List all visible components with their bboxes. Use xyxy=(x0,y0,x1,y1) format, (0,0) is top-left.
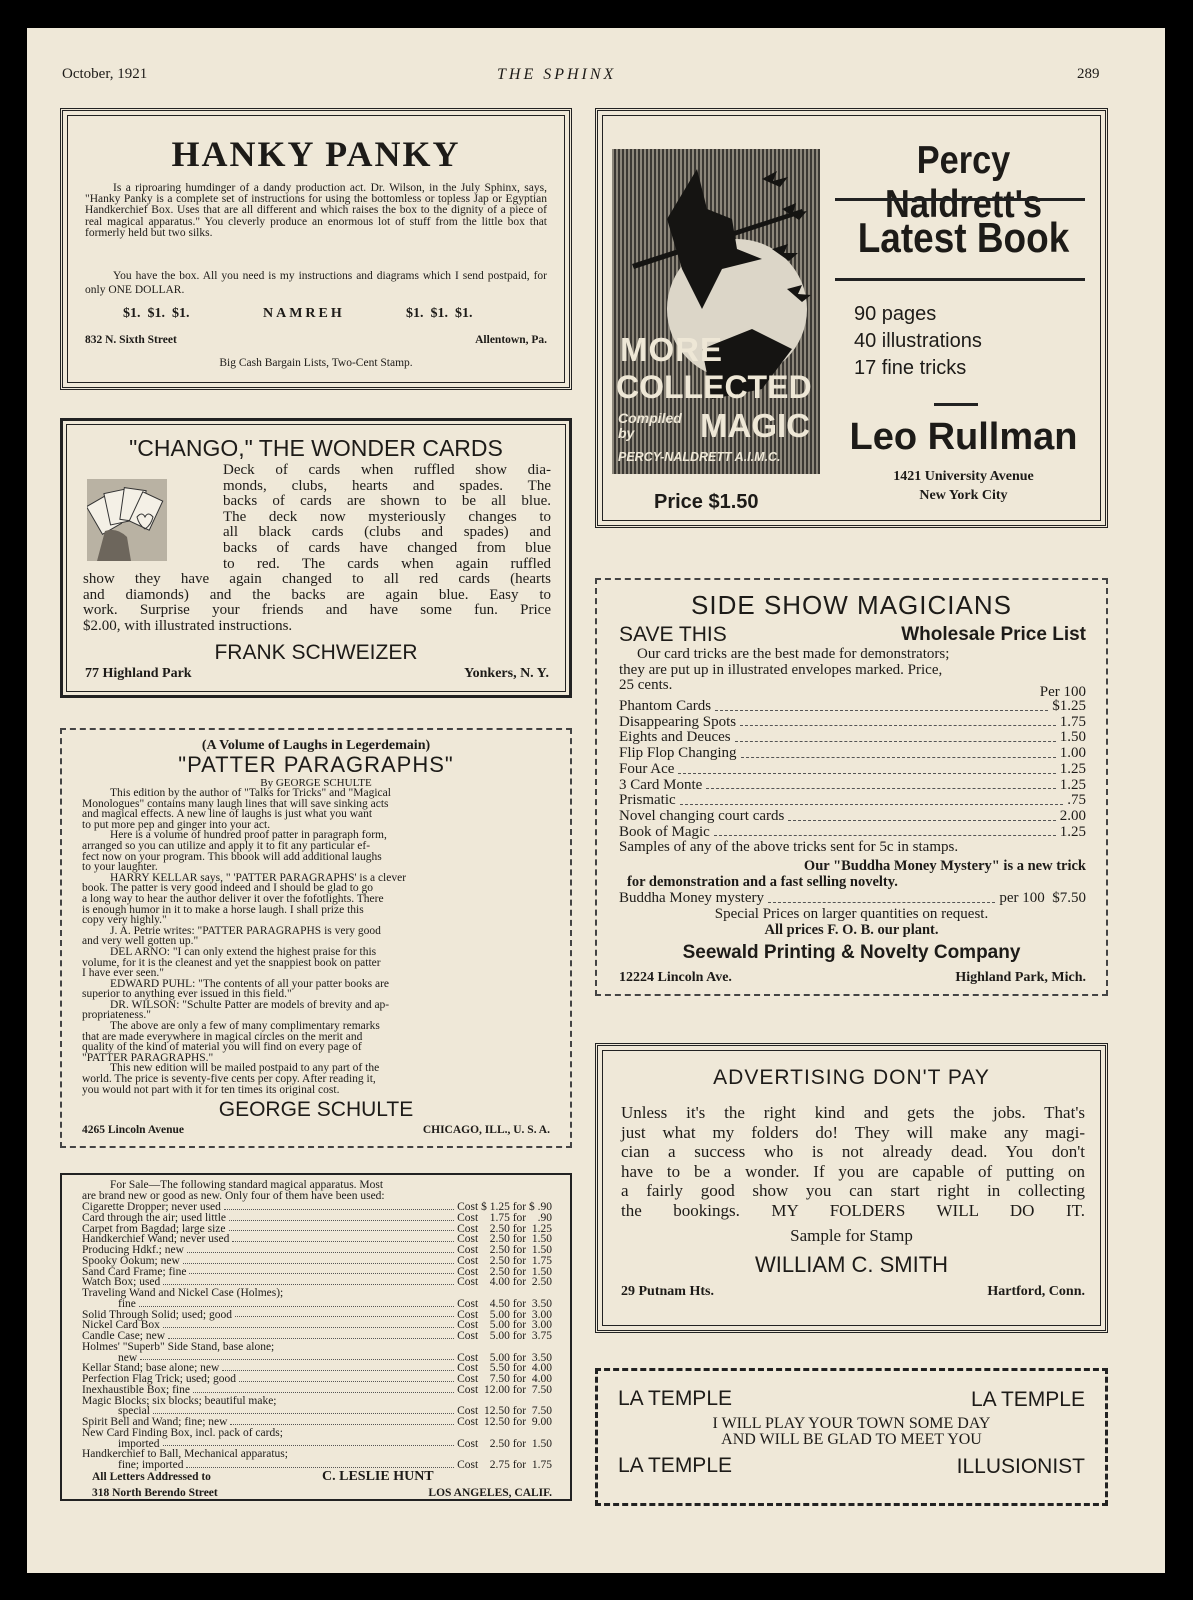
side-show-magicians-ad xyxy=(595,578,1108,996)
patter-line: to your laughter. xyxy=(82,861,158,874)
sideshow-intro xyxy=(619,647,1086,694)
leader-line xyxy=(741,746,1056,758)
for-sale-item-name: Magic Blocks; six blocks; beautiful make; xyxy=(82,1394,277,1407)
price-list-item-name: Eights and Deuces xyxy=(619,729,731,746)
patter-line: This edition by the author of "Talks for Tricks" and "Magical xyxy=(110,787,391,799)
dot-leader xyxy=(187,1245,454,1253)
hanky-body: Is a riproaring humdinger of a dandy production act. Dr. Wilson, in the July Sphinx, says, "Hanky Panky is a complete set of instructions for using the bottomless or topless Jap or Egyptian Handkerchief Box. Uses that are all different and which raises the box to the dignity of a piece of real magical apparatus." You cleverly produce an enormous lot of stuff from the little box that formerly held but two silks. xyxy=(85,182,547,239)
price-list-item xyxy=(619,778,1086,794)
sideshow-save: SAVE THIS xyxy=(619,623,727,646)
patter-address: 4265 Lincoln Avenue xyxy=(82,1124,185,1136)
chango-text-right xyxy=(223,463,551,572)
sideshow-intro-line: 25 cents. xyxy=(619,677,673,693)
patter-line: you would not part with it for ten times its original cost. xyxy=(82,1083,340,1096)
for-sale-item-name: fine xyxy=(118,1297,136,1310)
dot-leader xyxy=(163,1277,454,1285)
for-sale-address: 318 North Berendo Street xyxy=(92,1487,218,1499)
patter-line: copy very highly." xyxy=(82,914,167,927)
dot-leader xyxy=(189,1267,454,1275)
sideshow-company: Seewald Printing & Novelty Company xyxy=(682,942,1021,963)
price-list-item-price: 1.50 xyxy=(1059,729,1086,746)
price-list-item-price: 1.00 xyxy=(1059,745,1086,762)
percy-heading-1: Percy Naldrett's xyxy=(885,139,1042,226)
sideshow-fob: All prices F. O. B. our plant. xyxy=(764,922,939,938)
temple-top-left: LA TEMPLE xyxy=(618,1387,733,1410)
patter-line: The above are only a few of many complimentary remarks xyxy=(110,1020,380,1033)
chango-line: show they have again changed to all red cards (hearts xyxy=(83,571,551,587)
for-sale-item-name: Kellar Stand; base alone; new xyxy=(82,1362,220,1375)
dot-leader xyxy=(168,1331,454,1339)
buddha-price-row xyxy=(619,890,1086,907)
for-sale-item-cost: Cost 5.00 for 3.00 xyxy=(457,1308,552,1321)
magazine-page xyxy=(27,28,1165,1573)
cover-author: PERCY-NALDRETT A.I.M.C. xyxy=(618,450,781,464)
temple-bottom-right: ILLUSIONIST xyxy=(956,1455,1085,1478)
leader-line xyxy=(714,825,1056,837)
magazine-title: THE SPHINX xyxy=(497,66,617,83)
for-sale-city: LOS ANGELES, CALIF. xyxy=(428,1487,552,1499)
sideshow-wholesale: Wholesale Price List xyxy=(901,624,1086,645)
sideshow-title: SIDE SHOW MAGICIANS xyxy=(691,590,1012,620)
patter-line: to put more pep and ginger into your act. xyxy=(82,818,271,831)
for-sale-ad xyxy=(60,1173,572,1501)
divider xyxy=(835,198,1085,201)
for-sale-item-cost: Cost 2.75 for 1.75 xyxy=(457,1459,552,1471)
for-sale-item-name: Watch Box; used xyxy=(82,1276,161,1289)
price-list-item xyxy=(619,715,1086,731)
for-sale-item-cost: Cost 12.50 for 7.50 xyxy=(457,1405,552,1418)
adv-city: Hartford, Conn. xyxy=(987,1284,1085,1299)
for-sale-item-name: fine; imported xyxy=(118,1459,184,1471)
chango-text-full xyxy=(83,572,551,634)
for-sale-item-name: Holmes' "Superb" Side Stand, base alone; xyxy=(82,1340,275,1353)
patter-line: EDWARD PUHL: "The contents of all your patter books are xyxy=(110,977,390,990)
patter-line: DEL ARNO: "I can only extend the highest praise for this xyxy=(110,945,377,958)
for-sale-seller: C. LESLIE HUNT xyxy=(322,1469,434,1484)
patter-byline: By GEORGE SCHULTE xyxy=(260,777,372,789)
for-sale-intro-line: are brand new or good as new. Only four of them have been used: xyxy=(82,1189,385,1202)
patter-line: is enough humor in it to make a horse laugh. I shall prize this xyxy=(82,903,364,916)
percy-naldrett-ad xyxy=(595,108,1108,528)
hanky-footer: Big Cash Bargain Lists, Two-Cent Stamp. xyxy=(219,357,413,369)
chango-line: The deck now mysteriously changes to xyxy=(223,508,551,525)
dot-leader xyxy=(222,1363,454,1371)
for-sale-item xyxy=(82,1428,552,1439)
leader-line xyxy=(706,778,1055,790)
book-stat: 40 illustrations xyxy=(854,330,982,352)
buddha-item: Buddha Money mystery xyxy=(619,890,764,906)
sideshow-per: Per 100 xyxy=(1039,684,1086,700)
patter-line: superior to anything ever issued in this field." xyxy=(82,988,292,1001)
hanky-price-right: $1. $1. $1. xyxy=(406,306,473,321)
temple-line-2: AND WILL BE GLAD TO MEET YOU xyxy=(721,1431,982,1448)
patter-line: HARRY KELLAR says, " 'PATTER PARAGRAPHS' is a clever xyxy=(110,871,407,884)
dot-leader xyxy=(230,1417,454,1425)
dot-leader xyxy=(229,1213,454,1221)
dot-leader xyxy=(153,1406,454,1414)
for-sale-item-name: Carpet from Bagdad; large size xyxy=(82,1222,226,1235)
for-sale-item-name: Inexhaustible Box; fine xyxy=(82,1383,190,1396)
divider xyxy=(835,278,1085,281)
sideshow-special: Special Prices on larger quantities on request. xyxy=(714,906,989,922)
for-sale-list xyxy=(82,1202,552,1471)
patter-line: I have ever seen." xyxy=(82,967,164,980)
for-sale-item-cost: Cost 4.50 for 3.50 xyxy=(457,1297,552,1310)
patter-body xyxy=(82,788,550,1095)
sideshow-price-list xyxy=(619,699,1086,840)
leader-line xyxy=(768,890,995,903)
adv-line: a fairly good show you can start right in collecting xyxy=(621,1181,1085,1200)
cover-magic: MAGIC xyxy=(700,407,810,444)
adv-line: cian a success who is not already dead. You don't xyxy=(621,1142,1085,1161)
for-sale-item-cost: Cost 2.50 for 1.50 xyxy=(457,1437,552,1450)
price-list-item xyxy=(619,793,1086,809)
sideshow-intro-line: they are put up in illustrated envelopes marked. Price, xyxy=(619,661,943,678)
price-list-item-name: Book of Magic xyxy=(619,823,710,840)
for-sale-item-name: special xyxy=(118,1405,150,1418)
hanky-panky-ad xyxy=(60,108,572,390)
patter-line: world. The price is seventy-five cents per copy. After reading it, xyxy=(82,1073,376,1086)
for-sale-item-name: imported xyxy=(118,1437,160,1450)
hanky-address: 832 N. Sixth Street xyxy=(85,334,177,346)
price-list-item-name: Phantom Cards xyxy=(619,698,712,714)
price-list-item-price: 1.25 xyxy=(1059,823,1086,840)
divider xyxy=(934,403,978,406)
la-temple-ad xyxy=(595,1368,1108,1506)
patter-line: quality of the kind of material you will find on every page of xyxy=(82,1041,362,1054)
for-sale-item-name: Spooky Ookum; new xyxy=(82,1254,180,1267)
sideshow-buddha-1: Our "Buddha Money Mystery" is a new trick xyxy=(803,858,1086,874)
adv-title: ADVERTISING DON'T PAY xyxy=(713,1066,990,1089)
dot-leader xyxy=(229,1224,455,1232)
patter-line: "PATTER PARAGRAPHS." xyxy=(82,1051,214,1064)
price-list-item xyxy=(619,762,1086,778)
price-list-item xyxy=(619,809,1086,825)
sideshow-city: Highland Park, Mich. xyxy=(955,970,1086,985)
patter-line: volume, for it is the cleanest and yet the snappiest book on patter xyxy=(82,956,381,969)
dot-leader xyxy=(224,1202,454,1210)
for-sale-item-name: Perfection Flag Trick; used; good xyxy=(82,1373,236,1385)
price-list-item-name: Four Ace xyxy=(619,760,675,777)
chango-line: to red. The cards when again ruffled xyxy=(223,555,551,572)
dot-leader xyxy=(232,1234,454,1242)
leader-line xyxy=(735,730,1056,742)
leader-line xyxy=(678,762,1055,774)
sideshow-address: 12224 Lincoln Ave. xyxy=(619,970,732,985)
chango-line: backs of cards have changed from blue xyxy=(223,539,551,556)
patter-line: Monologues" contains many laugh lines that will save sinking acts xyxy=(82,797,389,810)
for-sale-item-name: Handkerchief Wand; never used xyxy=(82,1233,230,1246)
price-list-item xyxy=(619,699,1086,715)
book-stat: 17 fine tricks xyxy=(854,357,967,379)
for-sale-item-name: new xyxy=(118,1351,138,1364)
adv-name: WILLIAM C. SMITH xyxy=(754,1252,949,1277)
buddha-price: per 100 $7.50 xyxy=(999,890,1086,906)
for-sale-item xyxy=(82,1256,552,1267)
hanky-title: HANKY PANKY xyxy=(171,134,461,174)
chango-line: work. Surprise your friends and have some fun. Price xyxy=(83,602,551,619)
book-stats xyxy=(854,301,982,382)
price-list-item-name: Disappearing Spots xyxy=(619,713,737,730)
for-sale-item-name: Nickel Card Box xyxy=(82,1319,160,1332)
for-sale-item-cost: Cost 4.00 for 2.50 xyxy=(457,1276,552,1289)
hanky-city: Allentown, Pa. xyxy=(475,334,547,346)
patter-line: This new edition will be mailed postpaid to any part of the xyxy=(110,1062,380,1075)
patter-city: CHICAGO, ILL., U. S. A. xyxy=(422,1124,550,1136)
for-sale-item-name: Cigarette Dropper; never used xyxy=(82,1201,221,1213)
advertising-ad xyxy=(595,1043,1108,1333)
book-stat: 90 pages xyxy=(854,303,937,325)
adv-line: the bookings. MY FOLDERS WILL DO IT. xyxy=(621,1200,1085,1220)
price-list-item-price: 1.75 xyxy=(1059,713,1086,730)
dot-leader xyxy=(163,1439,455,1447)
chango-ad xyxy=(60,418,572,698)
sideshow-intro-line: Our card tricks are the best made for demonstrators; xyxy=(637,646,950,662)
dot-leader xyxy=(183,1256,454,1264)
for-sale-item-cost: Cost 2.50 for 1.75 xyxy=(457,1254,552,1267)
leader-line xyxy=(788,809,1055,821)
for-sale-item-name: Card through the air; used little xyxy=(82,1211,227,1224)
chango-line: and diamonds) and the backs are again blue. Easy to xyxy=(83,586,551,603)
price-list-item-price: 2.00 xyxy=(1059,807,1086,824)
chango-title: "CHANGO," THE WONDER CARDS xyxy=(129,435,503,461)
for-sale-item xyxy=(82,1460,552,1471)
for-sale-item xyxy=(82,1213,552,1224)
patter-line: that are made everywhere in magical circles on the merit and xyxy=(82,1030,363,1043)
leader-line xyxy=(715,699,1048,711)
for-sale-letters: All Letters Addressed to xyxy=(92,1471,211,1483)
price-list-item-name: Novel changing court cards xyxy=(619,807,785,824)
chango-line: $2.00, with illustrated instructions. xyxy=(83,617,293,634)
for-sale-item-cost: Cost 2.50 for 1.50 xyxy=(457,1244,552,1256)
adv-sample: Sample for Stamp xyxy=(790,1226,913,1245)
dot-leader xyxy=(235,1310,454,1318)
book-cover xyxy=(612,149,820,474)
for-sale-item-cost: Cost 5.00 for 3.00 xyxy=(457,1319,552,1332)
for-sale-item-name: Candle Case; new xyxy=(82,1330,166,1342)
dot-leader xyxy=(193,1385,454,1393)
patter-line: and magical effects. A new line of laughs is just what you want xyxy=(82,808,373,821)
sideshow-samples: Samples of any of the above tricks sent for 5c in stamps. xyxy=(619,839,959,855)
chango-line: backs of cards are shown to be all blue. xyxy=(223,493,551,510)
for-sale-item xyxy=(82,1299,552,1310)
patter-line: DR. WILSON: "Schulte Patter are models of brevity and ap- xyxy=(110,998,390,1011)
for-sale-item-cost: Cost 5.50 for 4.00 xyxy=(457,1362,552,1375)
issue-date: October, 1921 xyxy=(62,66,148,82)
adv-address: 29 Putnam Hts. xyxy=(621,1284,714,1299)
chango-address: 77 Highland Park xyxy=(85,666,192,681)
page-number: 289 xyxy=(1077,66,1100,82)
patter-line: propriateness." xyxy=(82,1009,151,1022)
chango-line: monds, clubs, hearts and spades. The xyxy=(223,477,551,494)
patter-paragraphs-ad xyxy=(60,728,572,1148)
book-seller: Leo Rullman xyxy=(849,416,1078,458)
patter-author: GEORGE SCHULTE xyxy=(218,1098,414,1121)
for-sale-item-cost: Cost 12.50 for 9.00 xyxy=(457,1416,552,1428)
adv-body xyxy=(621,1103,1085,1220)
for-sale-intro xyxy=(82,1180,552,1201)
patter-line: arranged so you can utilize and apply it to fit any particular ef- xyxy=(82,839,371,852)
price-list-item-price: 1.25 xyxy=(1059,760,1086,777)
adv-line: Unless it's the right kind and gets the jobs. That's xyxy=(621,1103,1085,1122)
adv-line: just what my folders do! They will make any magi- xyxy=(621,1122,1085,1142)
for-sale-item-cost: Cost 1.75 for .90 xyxy=(457,1211,552,1224)
for-sale-intro-line: For Sale—The following standard magical apparatus. Most xyxy=(110,1179,384,1191)
dot-leader xyxy=(186,1460,454,1468)
for-sale-item-cost: Cost 12.00 for 7.50 xyxy=(457,1383,552,1396)
for-sale-item-name: Handkerchief to Ball, Mechanical apparatus; xyxy=(82,1448,288,1461)
temple-line-1: I WILL PLAY YOUR TOWN SOME DAY xyxy=(712,1415,991,1432)
leader-line xyxy=(680,793,1064,805)
for-sale-item-name: Solid Through Solid; used; good xyxy=(82,1308,232,1321)
chango-line: all black cards (clubs and spades) and xyxy=(223,524,551,541)
patter-line: a long way to hear the author deliver it over the fofotlights. There xyxy=(82,892,384,905)
price-list-item xyxy=(619,746,1086,762)
price-list-item-name: 3 Card Monte xyxy=(619,776,703,793)
patter-line: J. A. Petrie writes: "PATTER PARAGRAPHS is very good xyxy=(110,924,381,937)
for-sale-item xyxy=(82,1342,552,1353)
patter-kicker: (A Volume of Laughs in Legerdemain) xyxy=(201,738,431,753)
for-sale-item-cost: Cost 5.00 for 3.75 xyxy=(457,1330,552,1342)
for-sale-item-cost: Cost 2.50 for 1.50 xyxy=(457,1233,552,1246)
patter-line: fect now on your program. This bbook will add additional laughs xyxy=(82,850,382,863)
patter-line: Here is a volume of hundred proof patter in paragraph form, xyxy=(110,829,387,842)
price-list-item-price: 1.25 xyxy=(1059,776,1086,793)
chango-line: Deck of cards when ruffled show dia- xyxy=(223,462,551,478)
percy-heading-2: Latest Book xyxy=(857,214,1070,261)
price-list-item-name: Flip Flop Changing xyxy=(619,745,737,762)
for-sale-item xyxy=(82,1385,552,1396)
hanky-price-left: $1. $1. $1. xyxy=(123,306,190,321)
dot-leader xyxy=(140,1353,454,1361)
playing-cards-illustration xyxy=(87,479,167,561)
adv-line: have to be a wonder. If you are capable of putting on xyxy=(621,1161,1085,1181)
for-sale-item-cost: Cost 7.50 for 4.00 xyxy=(457,1373,552,1385)
book-seller-address: 1421 University Avenue xyxy=(893,469,1034,484)
cover-more: MORE xyxy=(620,331,723,368)
cover-collected: COLLECTED xyxy=(616,369,812,405)
chango-seller: FRANK SCHWEIZER xyxy=(214,641,418,664)
for-sale-item-cost: Cost 2.50 for 1.25 xyxy=(457,1222,552,1235)
patter-line: book. The patter is very good indeed and I should be glad to go xyxy=(82,882,374,895)
book-seller-city: New York City xyxy=(919,488,1008,503)
temple-bottom-left: LA TEMPLE xyxy=(618,1454,733,1477)
cover-compiled: Compiled by xyxy=(618,410,682,441)
for-sale-item-name: New Card Finding Box, incl. pack of cards; xyxy=(82,1426,283,1439)
chango-city: Yonkers, N. Y. xyxy=(464,666,549,681)
hanky-body-2: You have the box. All you need is my instructions and diagrams which I send postpaid, for only ONE DOLLAR. xyxy=(85,270,547,296)
for-sale-item-name: Producing Hdkf.; new xyxy=(82,1244,184,1256)
for-sale-item-cost: Cost 5.00 for 3.50 xyxy=(457,1351,552,1364)
dot-leader xyxy=(163,1320,454,1328)
for-sale-item-name: Traveling Wand and Nickel Case (Holmes); xyxy=(82,1287,284,1299)
leader-line xyxy=(740,715,1056,727)
for-sale-item-cost: Cost 2.50 for 1.50 xyxy=(457,1265,552,1278)
price-list-item-price: .75 xyxy=(1067,792,1086,809)
for-sale-item-cost: Cost $ 1.25 for $ .90 xyxy=(457,1201,552,1213)
dot-leader xyxy=(239,1374,454,1382)
book-price: Price $1.50 xyxy=(654,491,759,513)
patter-title: "PATTER PARAGRAPHS" xyxy=(178,752,454,777)
hanky-name: NAMREH xyxy=(263,306,345,321)
temple-top-right: LA TEMPLE xyxy=(970,1388,1085,1411)
patter-line: and very well gotten up." xyxy=(82,935,199,948)
price-list-item xyxy=(619,730,1086,746)
price-list-item-price: $1.25 xyxy=(1052,698,1086,714)
for-sale-item-name: Sand Card Frame; fine xyxy=(82,1265,187,1278)
sideshow-buddha-2: for demonstration and a fast selling novelty. xyxy=(627,874,898,890)
for-sale-item-name: Spirit Bell and Wand; fine; new xyxy=(82,1416,228,1428)
dot-leader xyxy=(139,1299,454,1307)
price-list-item xyxy=(619,825,1086,841)
price-list-item-name: Prismatic xyxy=(619,792,676,809)
